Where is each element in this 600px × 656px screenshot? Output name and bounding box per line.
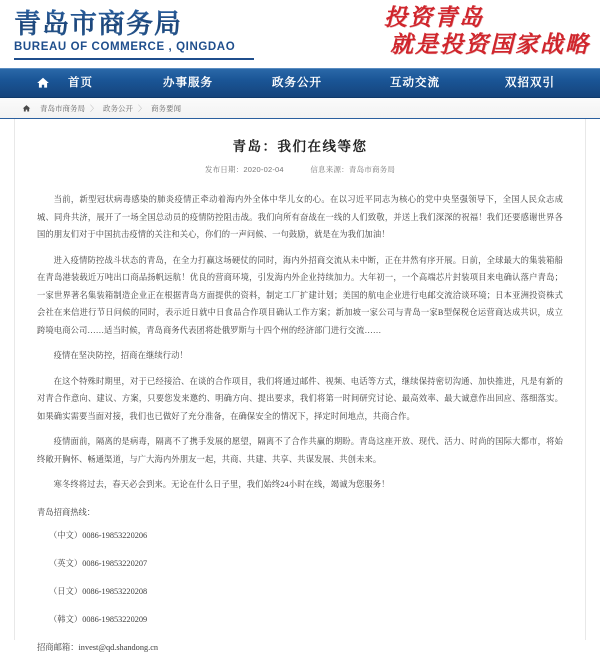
article-paragraph: 在这个特殊时期里，对于已经接洽、在谈的合作项目，我们将通过邮件、视频、电话等方式，继续保持密切沟通、加快推进，凡是有新的对青合作意向、建议、方案，只要您发来邀约、明确方向、提出要求，我们将第一时间研究讨论、最高效率、最大诚意作出回应、落细落实。如果确实需要当面对接，我们也已做好了充分准备，在确保安全的情况下，择定时间地点，共商合作。 xyxy=(37,376,563,421)
nav-item-home[interactable]: 首页 xyxy=(68,77,93,89)
publish-date-value: 2020-02-04 xyxy=(243,165,284,174)
article-card xyxy=(14,119,586,652)
contact-email-row xyxy=(37,639,563,656)
article-paragraph: 疫情在坚决防控，招商在继续行动！ xyxy=(53,351,188,360)
contact-email-value[interactable]: invest@qd.shandong.cn xyxy=(78,642,159,652)
contact-heading: 青岛招商热线： xyxy=(37,507,96,517)
site-header xyxy=(0,0,600,68)
source-label: 信息来源： xyxy=(310,165,349,174)
logo-title-cn: 青岛市商务局 xyxy=(14,9,254,39)
slogan-line-2: 就是投资国家战略 xyxy=(390,32,590,57)
header-slogan-banner xyxy=(282,4,592,59)
breadcrumb-item-bureau[interactable]: 青岛市商务局 xyxy=(40,103,85,113)
contact-hotline-japanese: （日文）0086-19853220208 xyxy=(49,586,148,596)
logo-title-en: BUREAU OF COMMERCE , QINGDAO xyxy=(14,41,236,53)
home-icon[interactable] xyxy=(22,104,31,113)
breadcrumb-bar xyxy=(0,98,600,119)
article-paragraph: 疫情面前，隔离的是病毒，隔离不了携手发展的愿望，隔离不了合作共赢的期盼。青岛这座开放、现代、活力、时尚的国际大都市，将始终敞开胸怀、畅通渠道，与广大海内外朋友一起，共商、共建、共享、共谋发展、共创未来。 xyxy=(37,437,563,464)
nav-item-services[interactable]: 办事服务 xyxy=(163,77,213,89)
chevron-right-icon: 〉 xyxy=(90,103,98,113)
page-title: 青岛：我们在线等您 xyxy=(232,139,368,154)
contact-hotline-english: （英文）0086-19853220207 xyxy=(49,558,148,568)
logo-underline xyxy=(14,58,254,60)
nav-item-investment[interactable]: 双招双引 xyxy=(505,77,555,89)
contact-hotline-chinese: （中文）0086-19853220206 xyxy=(49,530,148,540)
article xyxy=(15,119,585,656)
contact-hotline-korean: （韩文）0086-19853220209 xyxy=(49,614,148,624)
breadcrumb xyxy=(22,98,181,118)
contact-email-label: 招商邮箱： xyxy=(37,642,79,652)
site-logo[interactable] xyxy=(14,9,254,53)
article-meta xyxy=(37,164,563,175)
article-paragraph: 当前，新型冠状病毒感染的肺炎疫情正牵动着海内外全体中华儿女的心。在以习近平同志为核心的党中央坚强领导下，全国人民众志成城、同舟共济，展开了一场全国总动员的疫情防控阻击战。我们向所有奋战在一线的人们致敬，并送上我们深深的祝福！我们还要感谢世界各国的朋友们对于中国抗击疫情的关注和关心，你们的一声问候、一句鼓励，就是在为我们加油！ xyxy=(37,195,563,239)
home-icon[interactable] xyxy=(36,76,50,90)
slogan-line-1: 投资青岛 xyxy=(384,5,484,30)
nav-item-interaction[interactable]: 互动交流 xyxy=(390,77,440,89)
nav-item-government-affairs[interactable]: 政务公开 xyxy=(272,77,322,89)
article-paragraph: 进入疫情防控战斗状态的青岛，在全力打赢这场硬仗的同时，海内外招商交流从未中断，正在井然有序开展。日前，全球最大的集装箱船在青岛港装载近万吨出口商品扬帆远航！优良的营商环境，引发海内外企业持续加力。大年初一，一个高端芯片封装项目来电确认落户青岛；一家世界著名集装箱制造企业正在根据青岛方面提供的资料，制定工厂扩建计划；美国的航电企业进行电邮交流洽谈环境；日本亚洲投资株式会社在来信进行节日问候的同时，表示近日就中日食品合作项目确认工作方案；新加坡一家公司与青岛一家B型保税仓运营商达成共识，成立跨境电商公司……适当时候，青岛商务代表团将赴俄罗斯与十四个州的经济部门进行交流…… xyxy=(37,255,563,335)
page-body xyxy=(0,119,600,652)
breadcrumb-item-news[interactable]: 商务要闻 xyxy=(151,103,181,113)
article-paragraph: 寒冬终将过去，春天必会到来。无论在什么日子里，我们始终24小时在线，竭诚为您服务！ xyxy=(53,480,390,489)
publish-date-label: 发布日期： xyxy=(204,165,244,174)
chevron-right-icon: 〉 xyxy=(138,103,146,113)
breadcrumb-item-government-affairs[interactable]: 政务公开 xyxy=(103,103,133,113)
main-navigation xyxy=(0,68,600,98)
source-value: 青岛市商务局 xyxy=(348,165,396,174)
